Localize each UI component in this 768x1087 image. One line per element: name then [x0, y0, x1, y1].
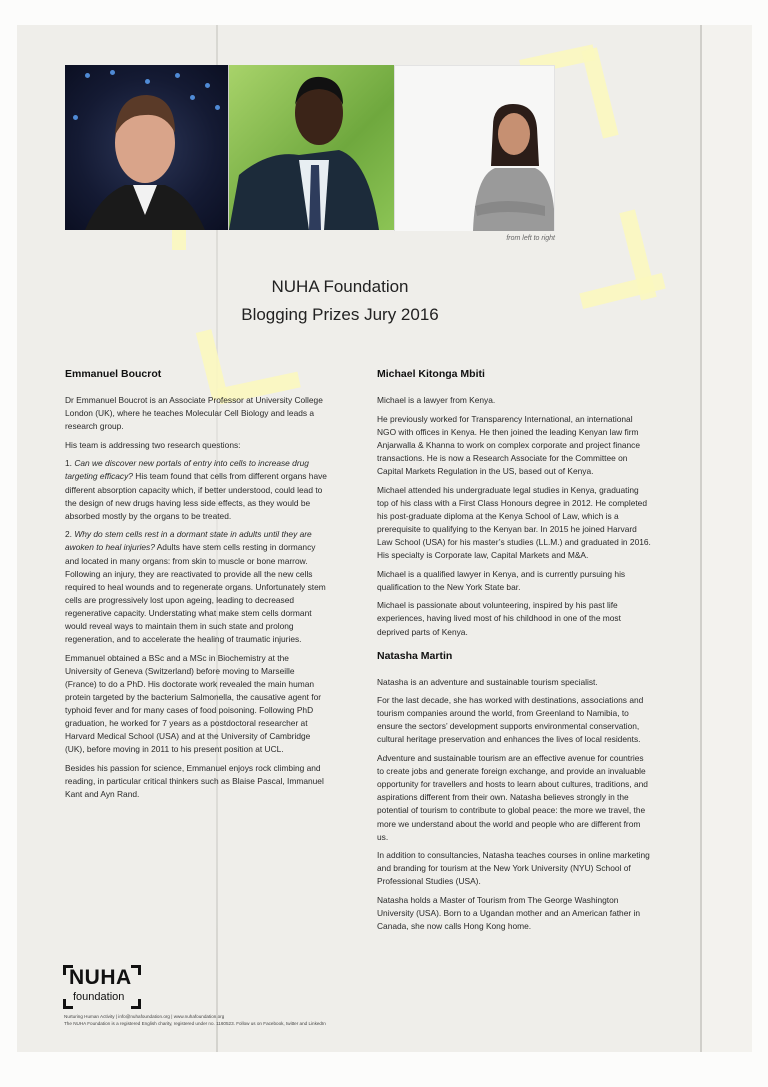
logo-wordmark: NUHA [69, 966, 132, 989]
research-question-1 [65, 457, 327, 522]
bio-paragraph: His team is addressing two research questions: [65, 439, 241, 450]
footer-charity-note: The NUHA Foundation is a registered English charity, registered under no. 1160523. Follow us on Facebook, twitter and LinkedIn [64, 1021, 326, 1026]
bio-name: Michael Kitonga Mbiti [377, 368, 485, 380]
portrait-emmanuel-photo [65, 65, 228, 230]
portrait-michael-photo [228, 65, 394, 230]
question-text: Why do stem cells rest in a dormant state in adults until they are awoken to heal injuries? [65, 529, 312, 553]
photo-caption: from left to right [506, 235, 555, 242]
title-line-1: NUHA Foundation [271, 277, 409, 296]
bio-paragraph: Michael is passionate about volunteering, inspired by his past life experiences, having lived most of his childhood in one of the most deprived parts of Kenya. [377, 600, 621, 637]
bio-name: Natasha Martin [377, 649, 453, 662]
portrait-natasha-photo [394, 65, 555, 231]
bio-name: Emmanuel Boucrot [65, 368, 162, 380]
bio-paragraph: Adventure and sustainable tourism are an effective avenue for countries to create jobs and generate foreign exchange, and provide an invaluable opportunity for travellers and hosts to learn about cultures, traditions, and aspirations different from their own. Natasha believes strongly in the potential of tourism to contribute to global peace: the more we travel, the more we understand about the world and people who are different from us. [377, 753, 648, 842]
bio-paragraph: Michael is a qualified lawyer in Kenya, and is currently pursuing his qualification to the New York State bar. [377, 568, 626, 592]
page-title [230, 273, 450, 329]
jury-photos [65, 65, 555, 230]
title-line-2: Blogging Prizes Jury 2016 [241, 305, 439, 324]
question-text: Can we discover new portals of entry into cells to increase drug targeting efficacy? [65, 458, 309, 482]
footer-contact: Nurturing Human Activity | info@nuhafoundation.org | www.nuhafoundation.org [64, 1014, 225, 1019]
bio-paragraph: Michael attended his undergraduate legal studies in Kenya, graduating top of his class with a First Class Honours degree in 2012. He completed his post-graduate diploma at the Kenya School of Law, which is a prerequisite to qualifying to the Kenyan bar. In 2015 he joined Harvard Law School (USA) for his master’s studies (LL.M.) and graduated in 2016. His specialty is Corporate law, Capital Markets and M&A. [377, 484, 651, 561]
bio-paragraph: Emmanuel obtained a BSc and a MSc in Biochemistry at the University of Geneva (Switzerland) before moving to Marseille (France) to do a PhD. His doctorate work revealed the main human protein targeted by the bacterium Salmonella, the causative agent for typhoid fever and for many cases of food poisoning. Following PhD graduation, he worked for 7 years as a postdoctoral researcher at Harvard Medical School (USA) and at the University of Cambridge (UK), before moving in 2011 to his present position at UCL. [65, 652, 322, 755]
nuha-logo [63, 965, 141, 1009]
bio-paragraph: For the last decade, she has worked with destinations, associations and tourism companies around the world, from Greenland to Namibia, to ensure the sectors’ development supports environmental conservation, cultural heritage preservation and enhances the lives of local residents. [377, 695, 644, 745]
bio-paragraph: In addition to consultancies, Natasha teaches courses in online marketing and branding for tourism at the New York University (NYU) School of Professional Studies (USA). [377, 850, 650, 887]
bio-paragraph: Natasha holds a Master of Tourism from The George Washington University (USA). Born to a Ugandan mother and an American father in Canada, she now calls Hong Kong home. [377, 895, 641, 932]
research-question-2 [65, 528, 327, 646]
logo-subtitle: foundation [73, 991, 125, 1003]
bio-emmanuel [65, 368, 327, 807]
paper-fold-line [700, 25, 702, 1052]
bio-paragraph: Besides his passion for science, Emmanuel enjoys rock climbing and reading, in particular critical thinkers such as Blaise Pascal, Immanuel Kant and Ayn Rand. [65, 762, 324, 800]
question-answer: His team found that cells from different organs have different absorption capacity which, if better understood, could lead to the design of new drugs having less side effects, as they would be absorbed mostly by the organs to be treated. [65, 471, 327, 521]
question-number: 2. [65, 529, 75, 540]
bio-paragraph: He previously worked for Transparency International, an international NGO with offices in Kenya. He then joined the leading Kenyan law firm Anjarwalla & Khanna to work on complex corporate and project finance transactions. He is now a Research Associate for the Committee on Capital Markets Regulation in the US, based out of Kenya. [377, 413, 641, 476]
logo-bracket [131, 965, 141, 975]
yellow-bracket-decoration [172, 228, 186, 250]
question-number: 1. [65, 458, 75, 469]
footer [64, 1013, 326, 1027]
logo-bracket [63, 999, 73, 1009]
bio-paragraph: Michael is a lawyer from Kenya. [377, 395, 496, 405]
logo-bracket [131, 999, 141, 1009]
bio-michael-natasha [377, 368, 652, 939]
paper-edge-shade [702, 25, 752, 1052]
bio-paragraph: Dr Emmanuel Boucrot is an Associate Professor at University College London (UK), where he teaches Molecular Cell Biology and leads a research group. [65, 395, 323, 432]
question-answer: Adults have stem cells resting in dormancy and located in many organs: from skin to muscle or bone marrow. Following an injury, they are reactivated to provide all the new cells required to heal wounds and to regenerate organs. Unfortunately stem cells are progressively lost upon ageing, leading to decreased regenerative capacity. Understating what make stem cells dormant would reveal ways to maintain them in such state and prolong regeneration, and to accelerate the healing of traumatic injuries. [65, 542, 326, 645]
bio-paragraph: Natasha is an adventure and sustainable tourism specialist. [377, 676, 598, 687]
